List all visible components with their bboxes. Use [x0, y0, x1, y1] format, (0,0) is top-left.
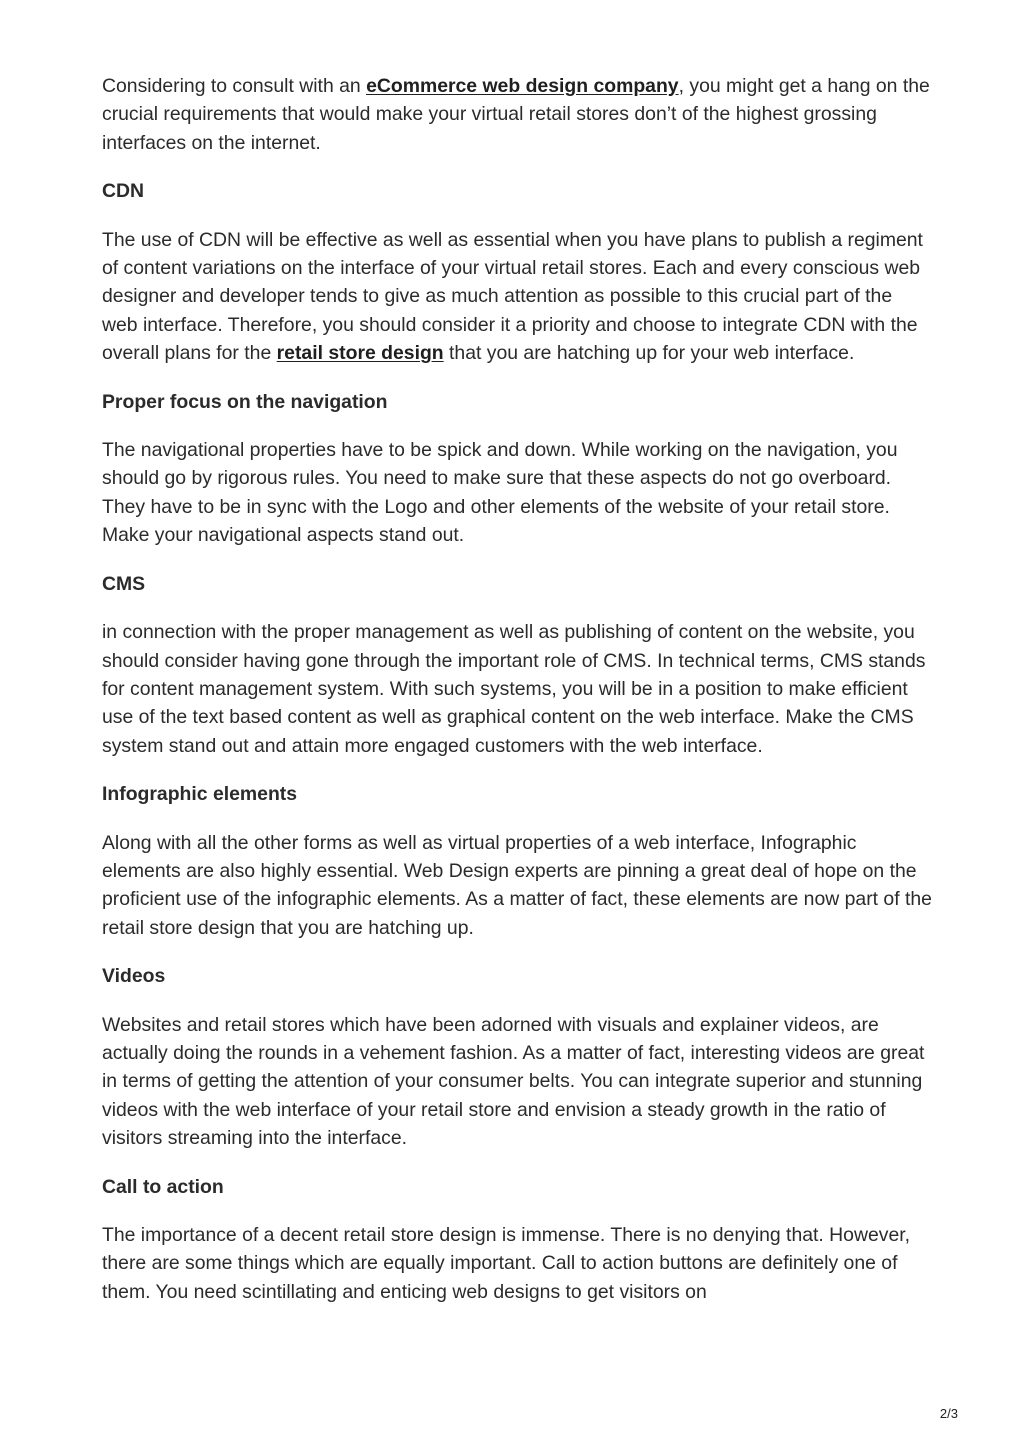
- cdn-paragraph: [102, 226, 932, 368]
- retail-store-design-link[interactable]: retail store design: [276, 342, 444, 365]
- navigation-heading: Proper focus on the navigation: [102, 390, 388, 413]
- cms-paragraph: in connection with the proper management as well as publishing of content on the website, you should consider having gone through the important role of CMS. In technical terms, CMS stands for content management system. With such systems, you will be in a position to make efficient use of the text based content as well as graphical content on the web interface. Make the CMS system stand out and attain more engaged customers with the web interface.: [102, 621, 926, 757]
- cta-paragraph: The importance of a decent retail store design is immense. There is no denying that. However, there are some things which are equally important. Call to action buttons are definitely one of them. You need scintillating and enticing web designs to get visitors on: [102, 1224, 911, 1303]
- navigation-paragraph: The navigational properties have to be spick and down. While working on the navigation, you should go by rigorous rules. You need to make sure that these aspects do not go overboard. They have to be in sync with the Logo and other elements of the website of your retail store. Make your navigational aspects stand out.: [102, 439, 898, 547]
- infographic-paragraph: Along with all the other forms as well as virtual properties of a web interface, Infographic elements are also highly essential. Web Design experts are pinning a great deal of hope on the proficient use of the infographic elements. As a matter of fact, these elements are now part of the retail store design that you are hatching up.: [102, 831, 932, 939]
- cdn-text-before: The use of CDN will be effective as well as essential when you have plans to publish a regiment of content variations on the interface of your virtual retail stores. Each and every conscious web designer and developer tends to give as much attention as possible to this crucial part of the web interface. Therefore, you should consider it a priority and choose to integrate CDN with the overall plans for the: [102, 228, 923, 365]
- document-page: [102, 72, 932, 1326]
- videos-heading: Videos: [102, 965, 166, 988]
- page-number: 2/3: [939, 1406, 958, 1421]
- cta-heading: Call to action: [102, 1175, 224, 1198]
- infographic-heading: Infographic elements: [102, 783, 298, 806]
- videos-paragraph: Websites and retail stores which have been adorned with visuals and explainer videos, are actually doing the rounds in a vehement fashion. As a matter of fact, interesting videos are great in terms of getting the attention of your consumer belts. You can integrate superior and stunning videos with the web interface of your retail store and envision a steady growth in the ratio of visitors streaming into the interface.: [102, 1013, 925, 1150]
- cdn-text-after: that you are hatching up for your web interface.: [443, 342, 855, 365]
- intro-text-before: Considering to consult with an: [102, 75, 367, 97]
- ecommerce-web-design-company-link[interactable]: eCommerce web design company: [366, 75, 679, 97]
- cms-heading: CMS: [102, 572, 146, 595]
- cdn-heading: CDN: [102, 180, 145, 203]
- intro-paragraph: [102, 72, 932, 157]
- intro-text-after: , you might get a hang on the crucial requirements that would make your virtual retail stores don’t of the highest grossing interfaces on the internet.: [102, 75, 930, 154]
